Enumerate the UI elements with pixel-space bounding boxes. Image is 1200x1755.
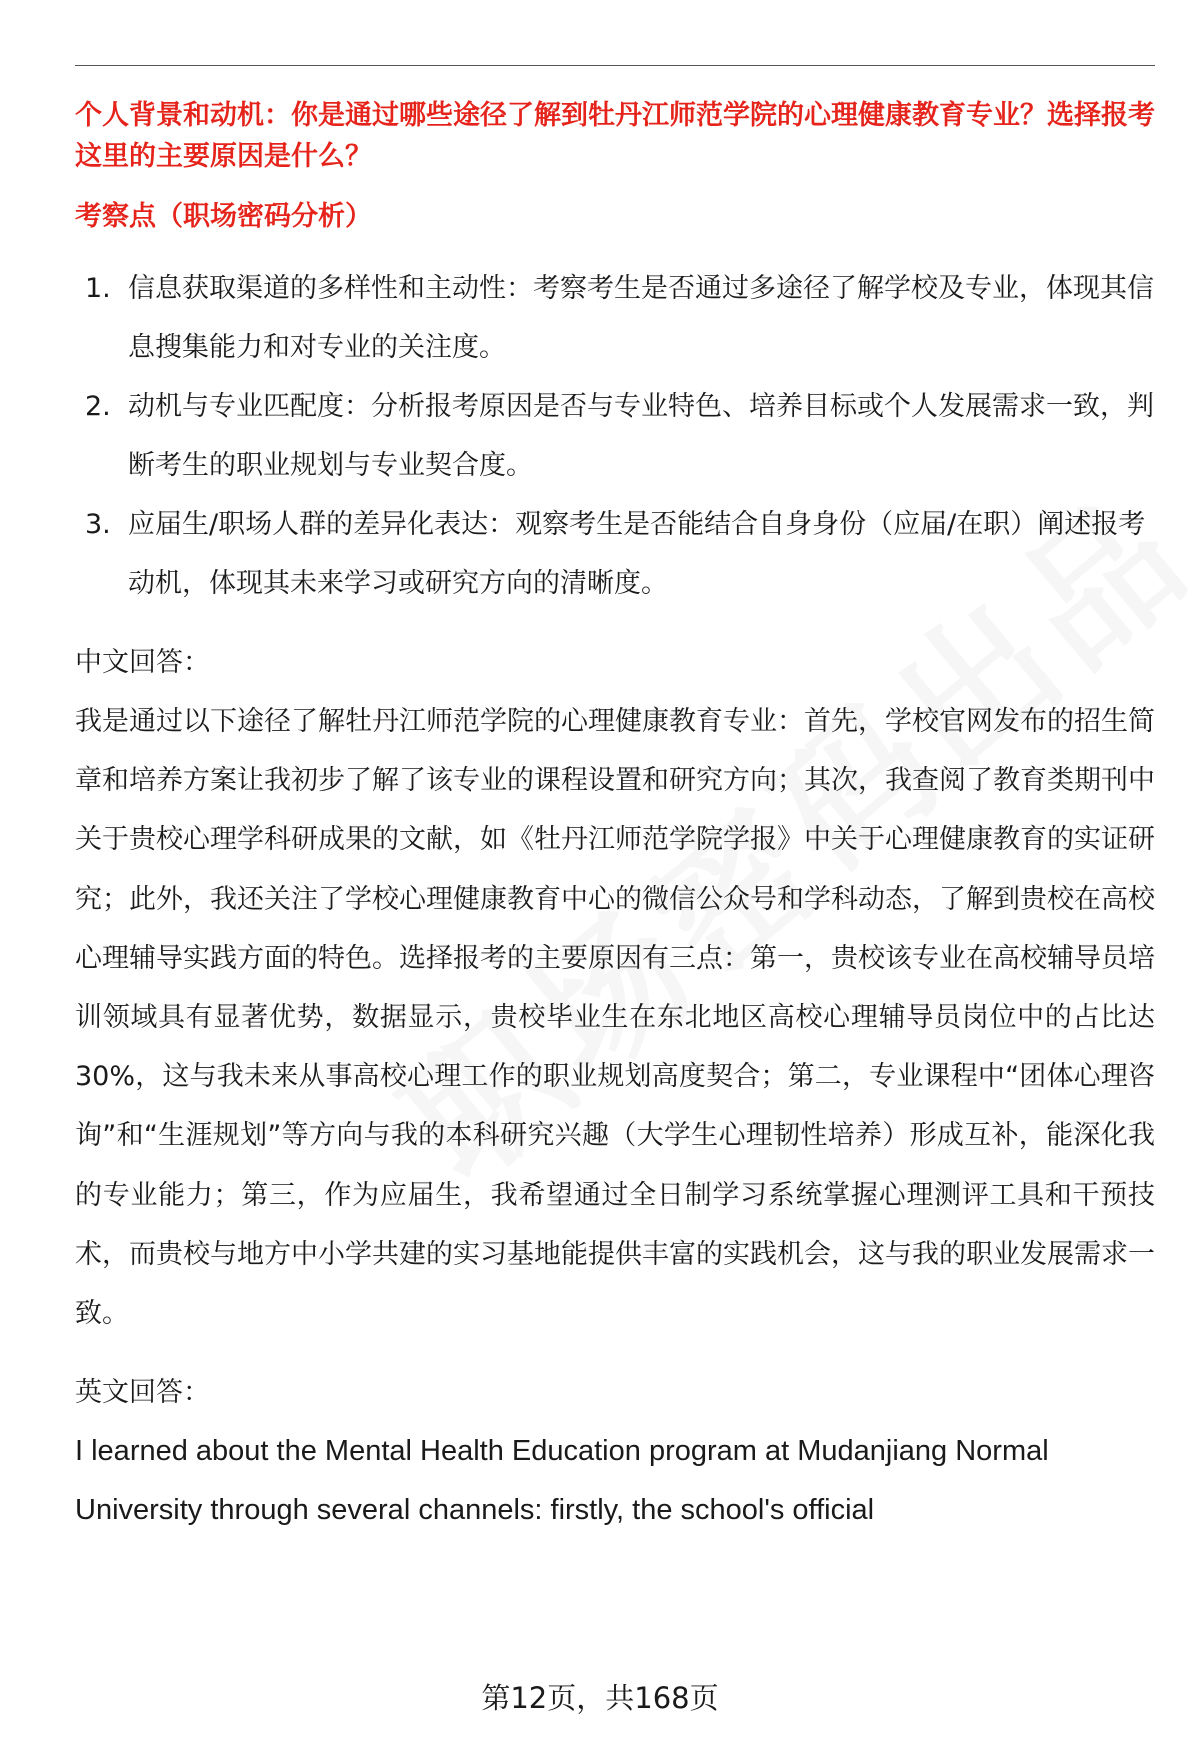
point-number: 2. xyxy=(85,391,111,422)
analysis-point xyxy=(75,259,1155,377)
analysis-title: 考察点（职场密码分析） xyxy=(75,201,372,232)
top-divider xyxy=(75,65,1155,66)
point-text: 应届生/职场人群的差异化表达：观察考生是否能结合自身身份（应届/在职）阐述报考动机，体现其未来学习或研究方向的清晰度。 xyxy=(128,509,1146,599)
page-number-footer: 第12页，共168页 xyxy=(481,1681,719,1715)
page-content xyxy=(75,95,1155,1540)
point-text: 动机与专业匹配度：分析报考原因是否与专业特色、培养目标或个人发展需求一致，判断考生的职业规划与专业契合度。 xyxy=(128,391,1154,481)
point-number: 1. xyxy=(85,273,111,304)
question-heading: 个人背景和动机：你是通过哪些途径了解到牡丹江师范学院的心理健康教育专业？选择报考这里的主要原因是什么？ xyxy=(75,100,1155,172)
analysis-points xyxy=(75,259,1155,613)
english-answer-label: 英文回答： xyxy=(75,1377,210,1409)
point-text: 信息获取渠道的多样性和主动性：考察考生是否通过多途径了解学校及专业，体现其信息搜集能力和对专业的关注度。 xyxy=(128,273,1154,363)
english-answer-text: I learned about the Mental Health Education program at Mudanjiang Normal University through several channels: firstly, the school's official xyxy=(75,1435,1049,1527)
point-number: 3. xyxy=(85,509,111,540)
analysis-point xyxy=(75,377,1155,495)
analysis-point xyxy=(75,495,1155,613)
chinese-answer-label: 中文回答： xyxy=(75,647,210,678)
chinese-answer-text: 我是通过以下途径了解牡丹江师范学院的心理健康教育专业：首先，学校官网发布的招生简章和培养方案让我初步了解了该专业的课程设置和研究方向；其次，我查阅了教育类期刊中关于贵校心理学科研成果的文献，如《牡丹江师范学院学报》中关于心理健康教育的实证研究；此外，我还关注了学校心理健康教育中心的微信公众号和学科动态，了解到贵校在高校心理辅导实践方面的特色。选择报考的主要原因有三点：第一，贵校该专业在高校辅导员培训领域具有显著优势，数据显示，贵校毕业生在东北地区高校心理辅导员岗位中的占比达30%，这与我未来从事高校心理工作的职业规划高度契合；第二，专业课程中“团体心理咨询”和“生涯规划”等方向与我的本科研究兴趣（大学生心理韧性培养）形成互补，能深化我的专业能力；第三，作为应届生，我希望通过全日制学习系统掌握心理测评工具和干预技术，而贵校与地方中小学共建的实习基地能提供丰富的实践机会，这与我的职业发展需求一致。 xyxy=(75,706,1155,1330)
